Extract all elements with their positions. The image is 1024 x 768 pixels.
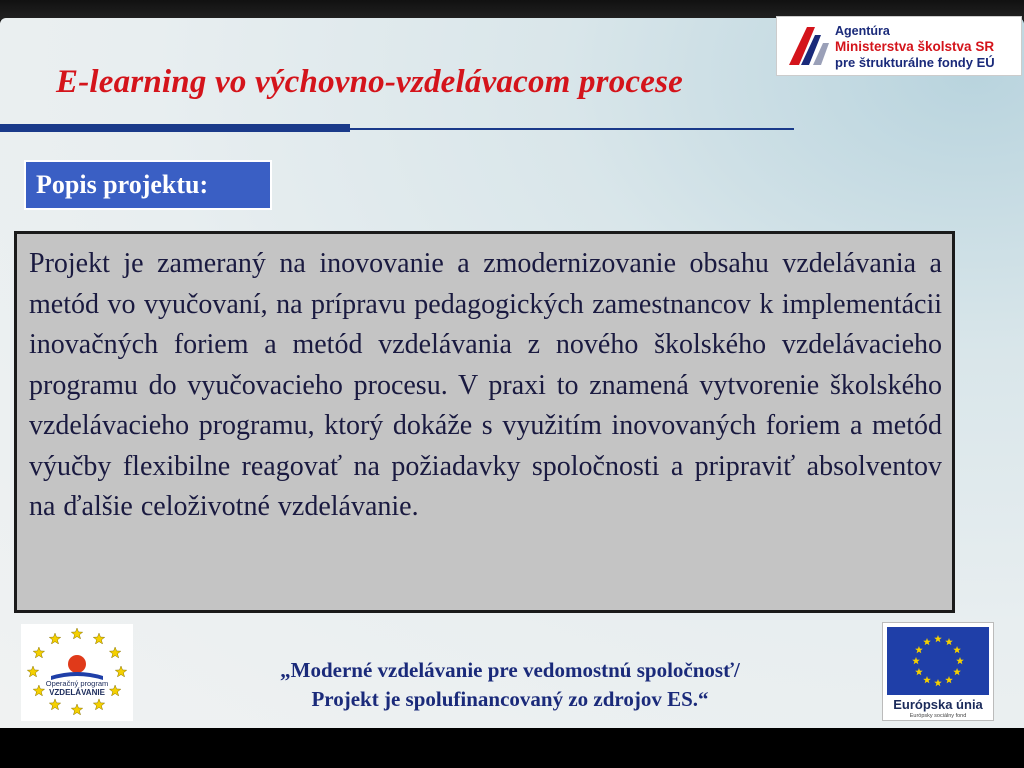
eu-name: Európska únia: [893, 697, 983, 712]
op-logo-line2: VZDELÁVANIE: [49, 688, 105, 697]
agency-logo-mark-icon: [785, 21, 831, 71]
eu-subtitle: Európsky sociálny fond: [909, 713, 967, 719]
op-logo-line1: Operačný program: [45, 679, 109, 688]
slide-title: E-learning vo výchovno-vzdelávacom procese: [56, 64, 684, 100]
agency-logo-line1: Agentúra: [835, 24, 890, 38]
title-underline-thick: [0, 124, 350, 132]
eu-flag-icon: [887, 627, 989, 695]
footer-line2: Projekt je spolufinancovaný zo zdrojov ES.“: [311, 687, 709, 711]
footer-text: [150, 656, 870, 714]
bottom-black-band: [0, 728, 1024, 768]
agency-logo-line2: Ministerstva školstva SR: [835, 39, 995, 54]
eu-logo: [882, 622, 994, 721]
description-box: [14, 231, 955, 613]
section-label: Popis projektu:: [24, 160, 272, 210]
operational-program-logo: [21, 624, 133, 721]
op-logo-stars-icon: [21, 624, 133, 721]
agency-logo-line3: pre štrukturálne fondy EÚ: [835, 55, 995, 70]
footer-line1: „Moderné vzdelávanie pre vedomostnú spoločnosť/: [280, 658, 740, 682]
description-text: Projekt je zameraný na inovovanie a zmodernizovanie obsahu vzdelávania a metód vo vyučovaní, na prípravu pedagogických zamestnancov k implementácii inovačných foriem a metód vzdelávania z nového školského vzdelávacieho programu do vyučovacieho procesu. V praxi to znamená vytvorenie školského vzdelávacieho programu, ktorý dokáže s využitím inovovaných foriem a metód výučby flexibilne reagovať na požiadavky spoločnosti a pripraviť absolventov na ďalšie celoživotné vzdelávanie.: [29, 248, 942, 522]
agency-logo: [776, 16, 1022, 76]
title-underline-thin: [350, 128, 794, 130]
